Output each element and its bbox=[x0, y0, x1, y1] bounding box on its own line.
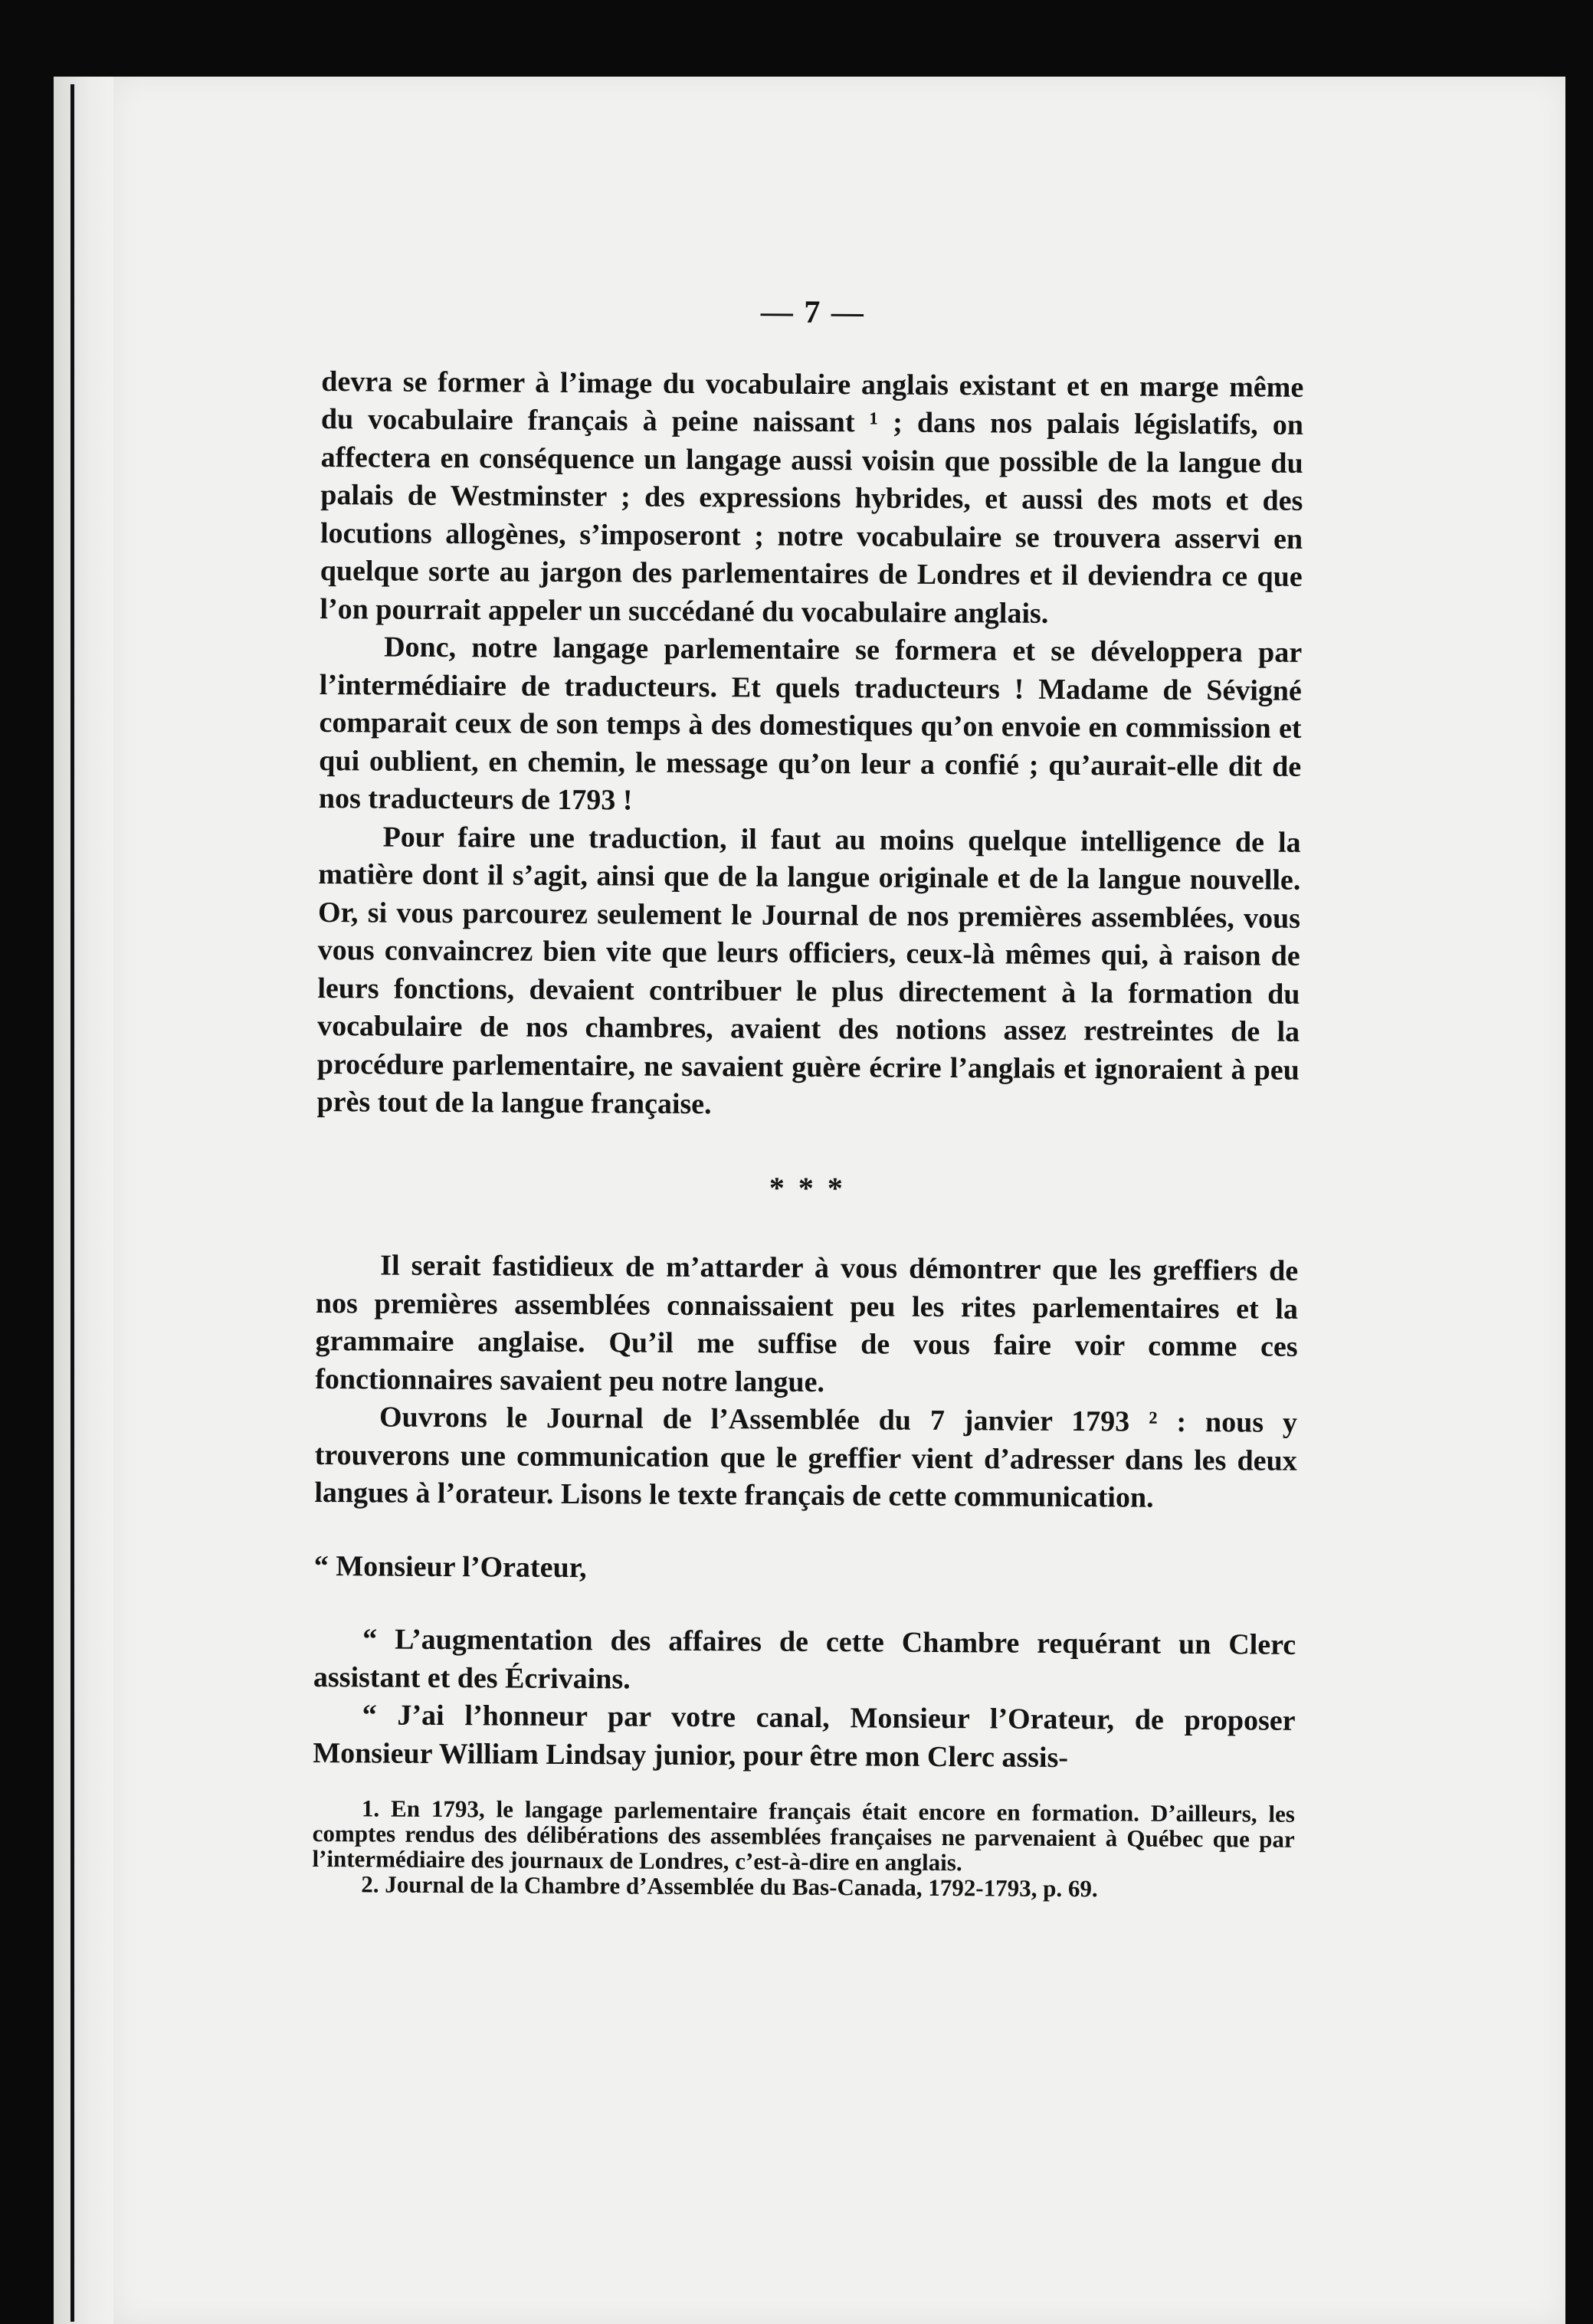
paragraph-1: devra se former à l’image du vocabulaire anglais existant et en marge même du vocabulaire français à peine naissant ¹ ; dans nos palais législatifs, on affectera en conséquence un langage aussi voisin que possible de la langue du palais de Westminster ; des expressions hybrides, et aussi des mots et des locutions allogènes, s’imposeront ; notre vocabulaire se trouvera asservi en quelque sorte au jargon des parlementaires de Londres et il deviendra ce que l’on pourrait appeler un succédané du vocabulaire anglais. bbox=[320, 365, 1304, 630]
page-number: — 7 — bbox=[760, 294, 865, 331]
paragraph-5: Ouvrons le Journal de l’Assemblée du 7 janvier 1793 ² : nous y trouverons une communication que le greffier vient d’adresser dans les deux langues à l’orateur. Lisons le texte français de cette communication. bbox=[314, 1401, 1298, 1514]
page-fold-shadow bbox=[54, 77, 113, 2324]
binding-edge bbox=[70, 84, 74, 2322]
quote-line-2: “ J’ai l’honneur par votre canal, Monsieur l’Orateur, de proposer Monsieur William Lindsay junior, pour être mon Clerc assis- bbox=[313, 1699, 1296, 1774]
paragraph-3: Pour faire une traduction, il faut au moins quelque intelligence de la matière dont il s’agit, ainsi que de la langue originale et de la langue nouvelle. Or, si vous parcourez seulement le Journal de nos premières assemblées, vous vous convaincrez bien vite que leurs officiers, ceux-là mêmes qui, à raison de leurs fonctions, devaient contribuer le plus directement à la formation du vocabulaire de nos chambres, avaient des notions assez restreintes de la procédure parlementaire, ne savaient guère écrire l’anglais et ignoraient à peu près tout de la langue française. bbox=[316, 821, 1301, 1121]
paragraph-4: Il serait fastidieux de m’attarder à vous démontrer que les greffiers de nos premières assemblées connaissaient peu les rites parlementaires et la grammaire anglaise. Qu’il me suffise de vous faire voir comme ces fonctionnaires savaient peu notre langue. bbox=[315, 1249, 1299, 1398]
footnotes bbox=[312, 1795, 1295, 1903]
footnote-2: 2. Journal de la Chambre d’Assemblée du Bas-Canada, 1792-1793, p. 69. bbox=[361, 1870, 1098, 1903]
quote-salutation: “ Monsieur l’Orateur, bbox=[313, 1549, 587, 1584]
page-body bbox=[312, 291, 1304, 1903]
scan-border bbox=[1565, 77, 1593, 2324]
paragraph-2: Donc, notre langage parlementaire se formera et se développera par l’intermédiaire de traducteurs. Et quels traducteurs ! Madame de Sévigné comparait ceux de son temps à des domestiques qu’on envoie en commission et qui oublient, en chemin, le message qu’on leur a confié ; qu’aurait-elle dit de nos traducteurs de 1793 ! bbox=[318, 631, 1303, 817]
quote-line-1: “ L’augmentation des affaires de cette Chambre requérant un Clerc assistant et des Écrivains. bbox=[313, 1623, 1296, 1695]
footnote-1: 1. En 1793, le langage parlementaire français était encore en formation. D’ailleurs, les comptes rendus des délibérations des assemblées françaises ne parvenaient à Québec que par l’intermédiaire des journaux de Londres, c’est-à-dire en anglais. bbox=[312, 1795, 1295, 1877]
section-separator: * * * bbox=[769, 1170, 847, 1205]
